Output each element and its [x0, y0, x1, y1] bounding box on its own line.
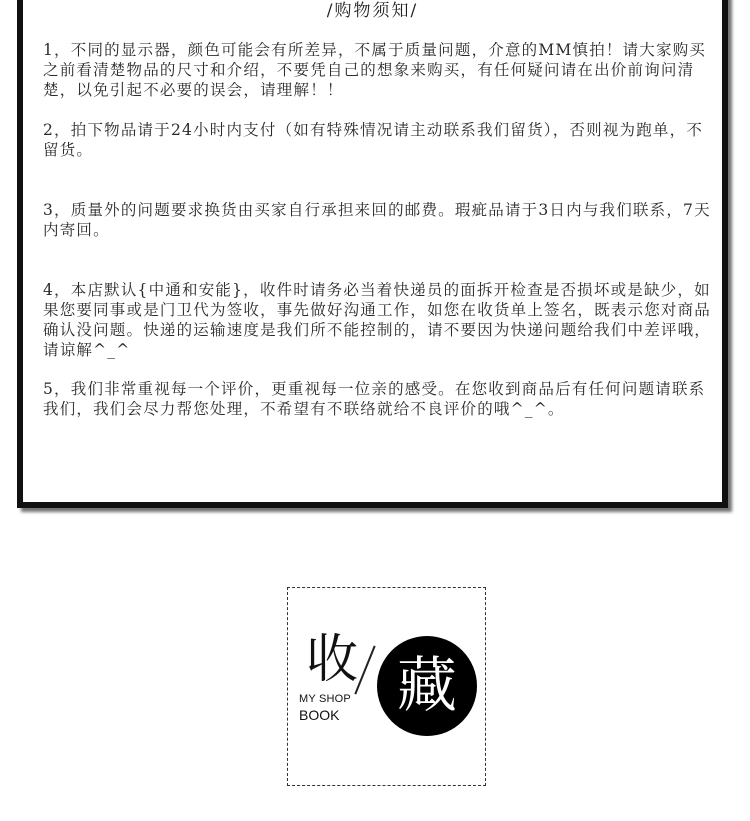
notice-panel [17, 0, 728, 508]
favorite-cang-char: 藏 [397, 651, 457, 721]
favorite-stamp[interactable] [287, 587, 486, 786]
notice-item-4: 4，本店默认{中通和安能}，收件时请务必当着快递员的面拆开检查是否损坏或是缺少，如果您要同事或是门卫代为签收，事先做好沟通工作，如您在收货单上签名，既表示您对商品确认没问题。快递的运输速度是我们所不能控制的，请不要因为快递问题给我们中差评哦，请谅解^_^ [43, 281, 712, 359]
notice-item-5: 5，我们非常重视每一个评价，更重视每一位亲的感受。在您收到商品后有任何问题请联系我们，我们会尽力帮您处理，不希望有不联络就给不良评价的哦^_^。 [43, 380, 706, 418]
notice-title: /购物须知/ [326, 1, 419, 21]
notice-item-3: 3，质量外的问题要求换货由买家自行承担来回的邮费。瑕疵品请于3日内与我们联系，7天内寄回。 [43, 201, 711, 239]
favorite-circle [377, 636, 477, 736]
shop-label-line1: MY SHOP [299, 693, 351, 705]
shop-label-line2: BOOK [299, 707, 340, 723]
notice-item-2: 2，拍下物品请于24小时内支付（如有特殊情况请主动联系我们留货），否则视为跑单，不留货。 [43, 121, 704, 159]
favorite-shou-char: 收 [306, 630, 359, 690]
notice-item-1: 1，不同的显示器，颜色可能会有所差异，不属于质量问题，介意的MM慎拍！请大家购买之前看清楚物品的尺寸和介绍，不要凭自己的想象来购买，有任何疑问请在出价前询问清楚，以免引起不必要的误会，请理解！！ [43, 41, 707, 99]
